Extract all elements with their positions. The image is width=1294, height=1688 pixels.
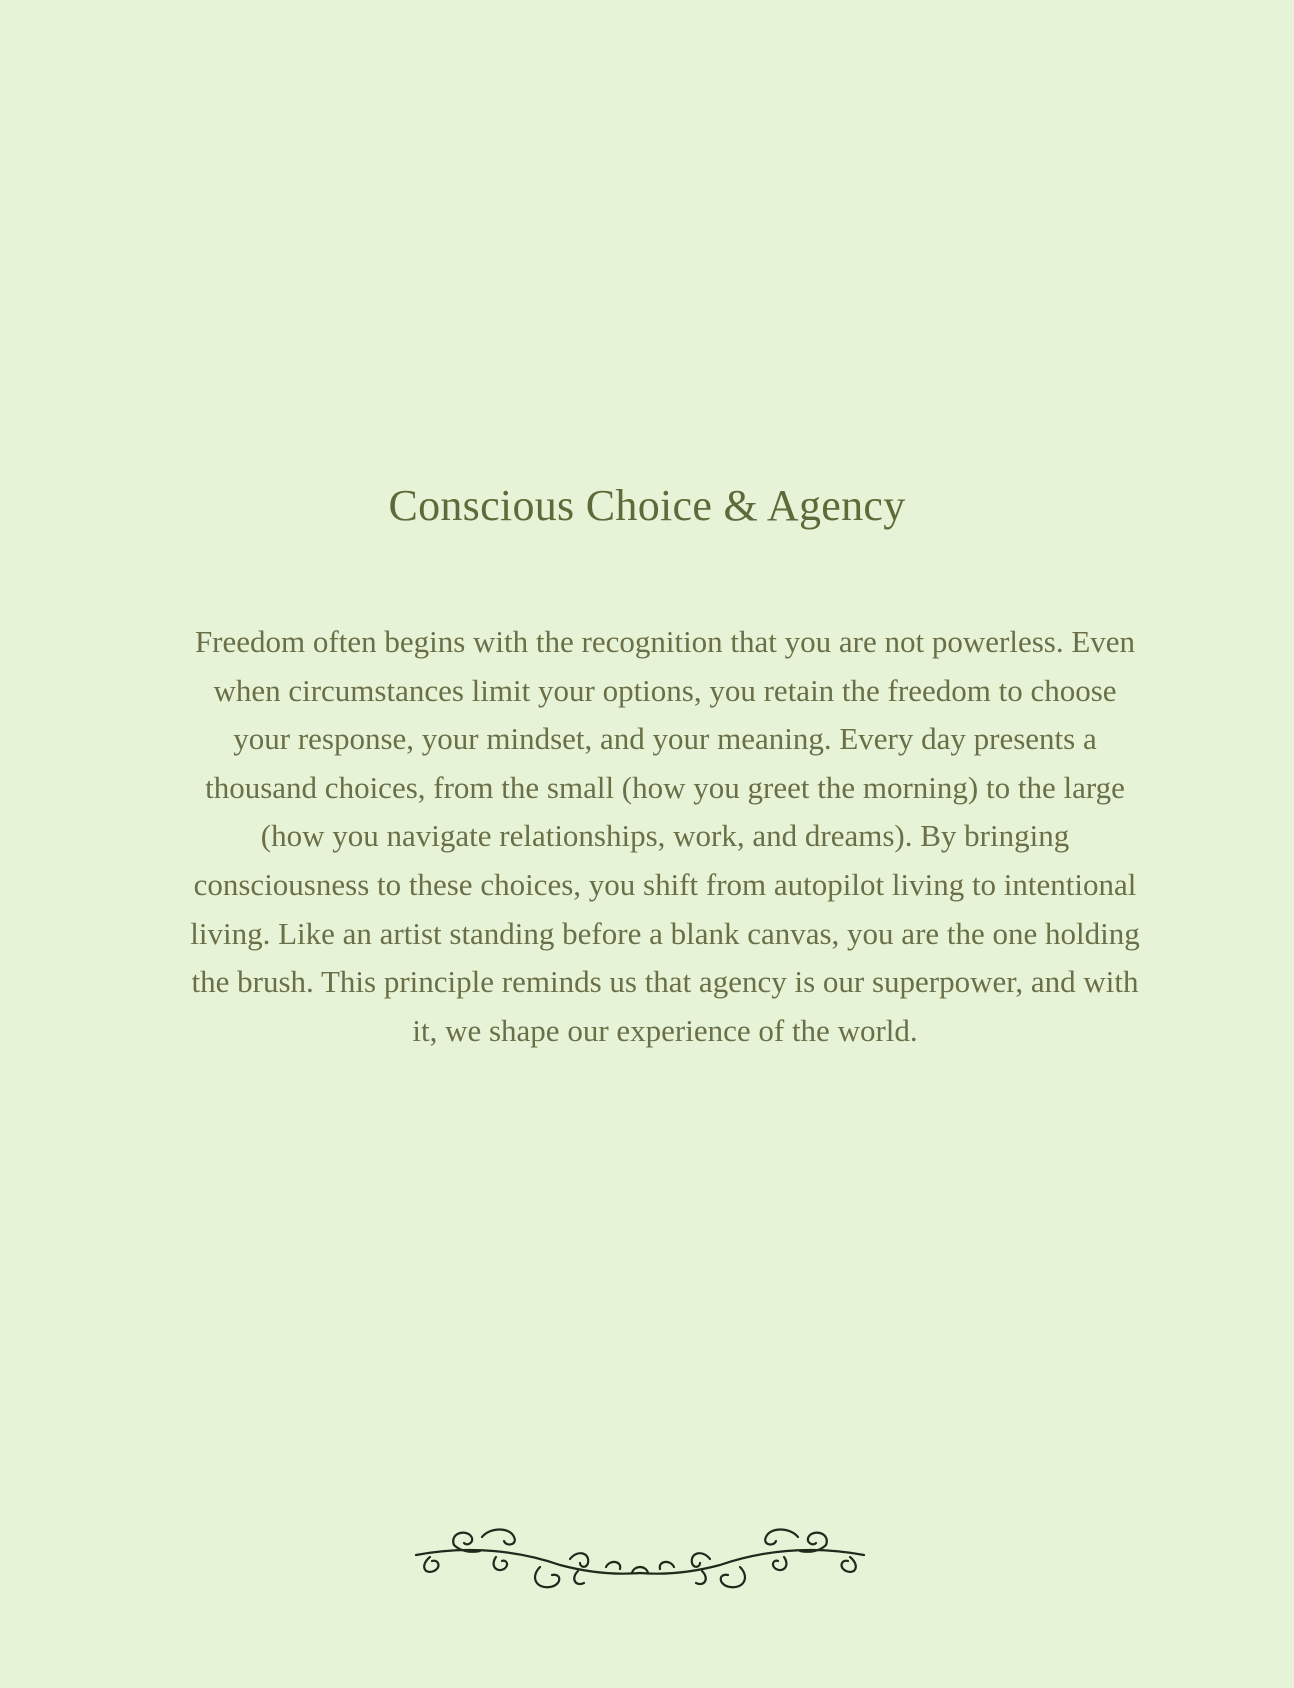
vine-flourish-divider-icon <box>410 1515 870 1595</box>
body-paragraph: Freedom often begins with the recognition that you are not powerless. Even when circumstances limit your options, you retain the freedom to choose your response, your mindset, and your meaning. Every day presents a thousand choices, from the small (how you greet the morning) to the large (how you navigate relationships, work, and dreams). By bringing consciousness to these choices, you shift from autopilot living to intentional living. Like an artist standing before a blank canvas, you are the one holding the brush. This principle reminds us that agency is our superpower, and with it, we shape our experience of the world. <box>190 624 1140 1048</box>
page-title: Conscious Choice & Agency <box>388 481 906 530</box>
